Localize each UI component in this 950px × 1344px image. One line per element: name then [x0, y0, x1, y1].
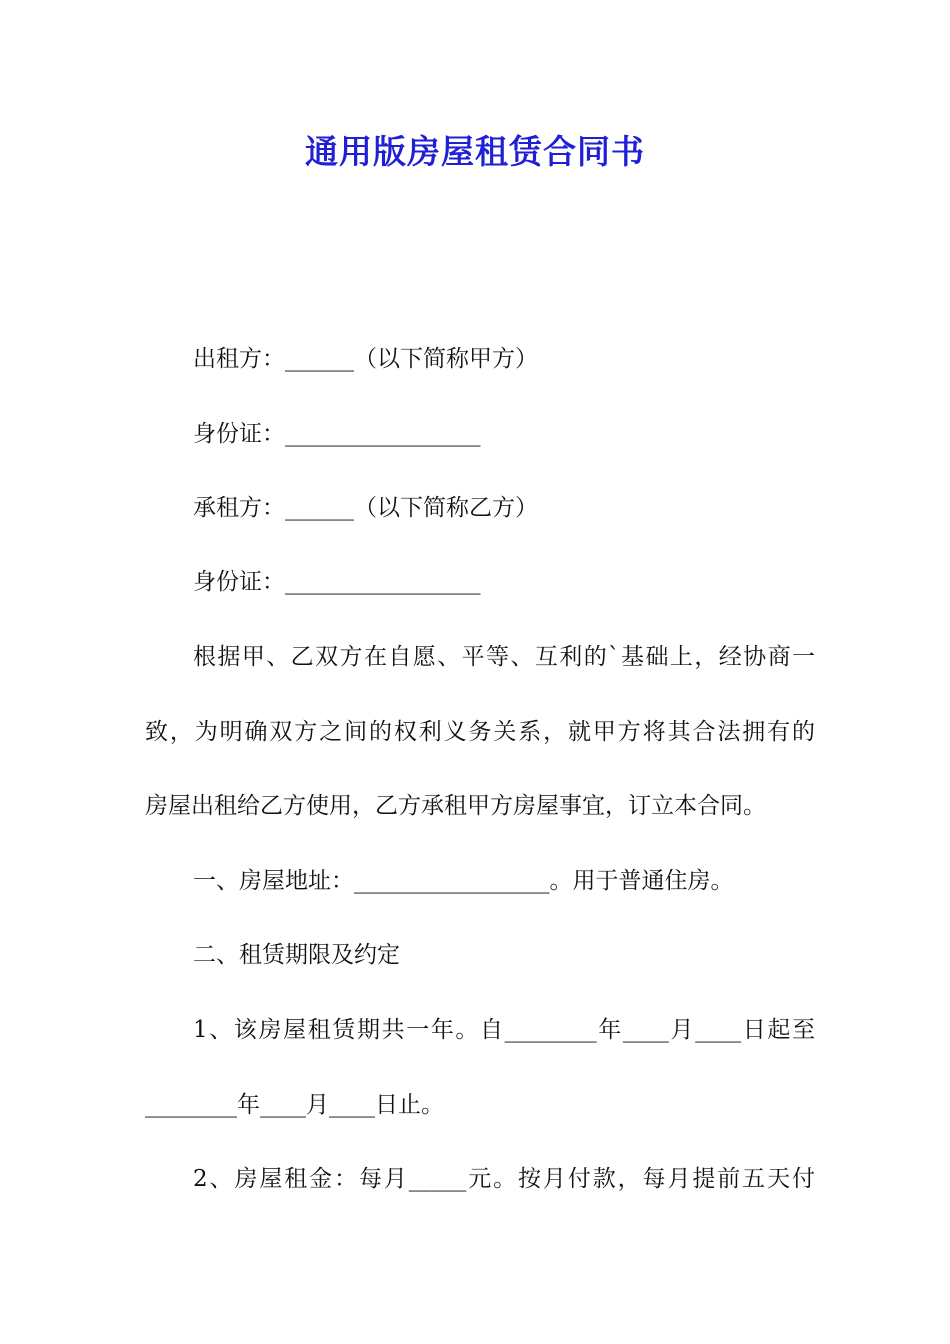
lease-period-line-2: ________年____月____日止。: [145, 1092, 444, 1118]
preamble-line-1: 根据甲、乙双方在自愿、平等、互利的`基础上，经协商一: [193, 644, 815, 670]
lessee-id-line: 身份证：_________________: [193, 569, 481, 595]
lessee-line: 承租方：______（以下简称乙方）: [193, 495, 538, 521]
lease-term-heading: 二、租赁期限及约定: [193, 942, 400, 968]
rent-line: 2、房屋租金：每月_____元。按月付款，每月提前五天付: [193, 1166, 815, 1192]
document-title: 通用版房屋租赁合同书: [305, 132, 645, 171]
lessor-line: 出租方：______（以下简称甲方）: [193, 346, 538, 372]
lease-period-line-1: 1、该房屋租赁期共一年。自________年____月____日起至: [193, 1017, 815, 1043]
lessor-id-line: 身份证：_________________: [193, 421, 481, 447]
preamble-line-2: 致，为明确双方之间的权利义务关系，就甲方将其合法拥有的: [145, 719, 815, 745]
preamble-line-3: 房屋出租给乙方使用，乙方承租甲方房屋事宜，订立本合同。: [145, 793, 766, 819]
house-address-line: 一、房屋地址：_________________。用于普通住房。: [193, 868, 734, 894]
